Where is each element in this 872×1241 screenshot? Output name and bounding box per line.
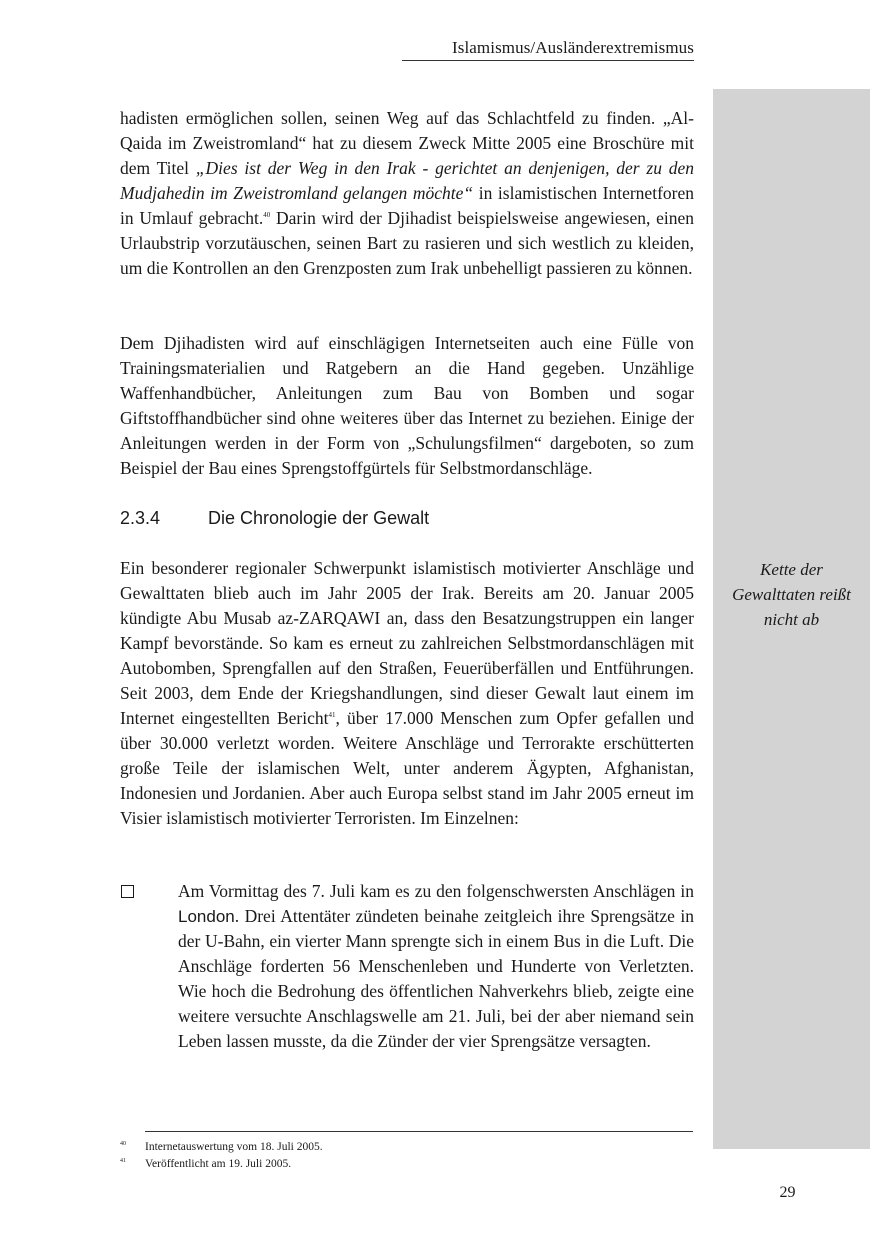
footnote-reference[interactable]: 40 xyxy=(263,211,271,219)
footnote-text: Internetauswertung vom 18. Juli 2005. xyxy=(145,1141,323,1153)
bullet-item-london xyxy=(178,879,694,1054)
section-heading xyxy=(120,506,694,531)
paragraph-2 xyxy=(120,331,694,481)
paragraph-3-text: , über 17.000 Menschen zum Opfer gefallen und über 30.000 verletzt worden. Weitere Anschläge und Terrorakte erschütterten große Teile der islamischen Welt, unter anderem Ägypten, Afghanistan, Indonesien und Jordanien. Aber auch Europa selbst stand im Jahr 2005 erneut im Visier islamistisch motivierter Terroristen. Im Einzelnen: xyxy=(120,708,694,828)
footnote-number: 40 xyxy=(120,1141,126,1147)
paragraph-1-text: Darin wird der Djihadist beispielsweise angewiesen, einen Urlaubstrip vorzutäuschen, seinen Bart zu rasieren und sich westlich zu kleiden, um die Kontrollen an den Grenzposten zum Irak unbehelligt passieren zu können. xyxy=(120,208,694,278)
footnote-reference[interactable]: 41 xyxy=(328,711,336,719)
city-name: London xyxy=(178,907,235,926)
footnote-text: Veröffentlicht am 19. Juli 2005. xyxy=(145,1158,292,1170)
running-header: Islamismus/Ausländerextremismus xyxy=(451,38,694,57)
section-number: 2.3.4 xyxy=(120,508,161,528)
margin-note-line: Kette der xyxy=(760,560,823,579)
bullet-text: Am Vormittag des 7. Juli kam es zu den folgenschwersten Anschlägen in xyxy=(178,881,694,901)
page-number: 29 xyxy=(779,1184,796,1201)
margin-note-line: nicht ab xyxy=(763,610,820,629)
bullet-text: . Drei Attentäter zündeten beinahe zeitgleich ihre Sprengsätze in der U-Bahn, ein vierter Mann sprengte sich in einem Bus in die Luft. Die Anschläge forderten 56 Menschenleben und Hunderte von Verletzten. Wie hoch die Bedrohung des öffentlichen Nahverkehrs blieb, zeigte eine weitere versuchte Anschlagswelle am 21. Juli, bei der aber niemand sein Leben lassen musste, da die Zünder der vier Sprengsätze versagten. xyxy=(178,906,694,1051)
margin-note xyxy=(713,557,870,632)
paragraph-1 xyxy=(120,106,694,281)
paragraph-2-text: Dem Djihadisten wird auf einschlägigen Internetseiten auch eine Fülle von Trainingsmaterialien und Ratgebern an die Hand gegeben. Unzählige Waffenhandbücher, Anleitungen zum Bau von Bomben und sogar Giftstoffhandbücher sind ohne weiteres über das Internet zu beziehen. Einige der Anleitungen werden in der Form von „Schulungsfilmen“ dargeboten, so zum Beispiel der Bau eines Sprengstoffgürtels für Selbstmordanschläge. xyxy=(120,333,694,478)
paragraph-1-text: in islamistischen Internetforen in Umlauf gebracht. xyxy=(120,183,694,228)
checkbox-bullet-icon xyxy=(121,885,134,898)
paragraph-1-text: hadisten ermöglichen sollen, seinen Weg auf das Schlachtfeld zu finden. „Al-Qaida im Zweistromland“ hat zu diesem Zweck Mitte 2005 eine Broschüre mit dem Titel xyxy=(120,108,694,178)
footnote-rule xyxy=(145,1131,693,1132)
header-rule xyxy=(402,60,694,61)
paragraph-3-text: Ein besonderer regionaler Schwerpunkt islamistisch motivierter Anschläge und Gewalttaten blieb auch im Jahr 2005 der Irak. Bereits am 20. Januar 2005 kündigte Abu Musab az-ZARQAWI an, dass den Besatzungstruppen ein langer Kampf bevorstände. So kam es erneut zu zahlreichen Selbstmordanschlägen mit Autobomben, Sprengfallen auf den Straßen, Feuerüberfällen und Entführungen. Seit 2003, dem Ende der Kriegshandlungen, sind dieser Gewalt laut einem im Internet eingestellten Bericht xyxy=(120,558,694,728)
paragraph-3 xyxy=(120,556,694,831)
margin-note-line: Gewalttaten reißt xyxy=(732,585,851,604)
section-title: Die Chronologie der Gewalt xyxy=(208,508,430,528)
footnote-number: 41 xyxy=(120,1158,126,1164)
brochure-title: „Dies ist der Weg in den Irak - gerichtet an denjenigen, der zu den Mudjahedin im Zweistromland gelangen möchte“ xyxy=(120,158,694,203)
